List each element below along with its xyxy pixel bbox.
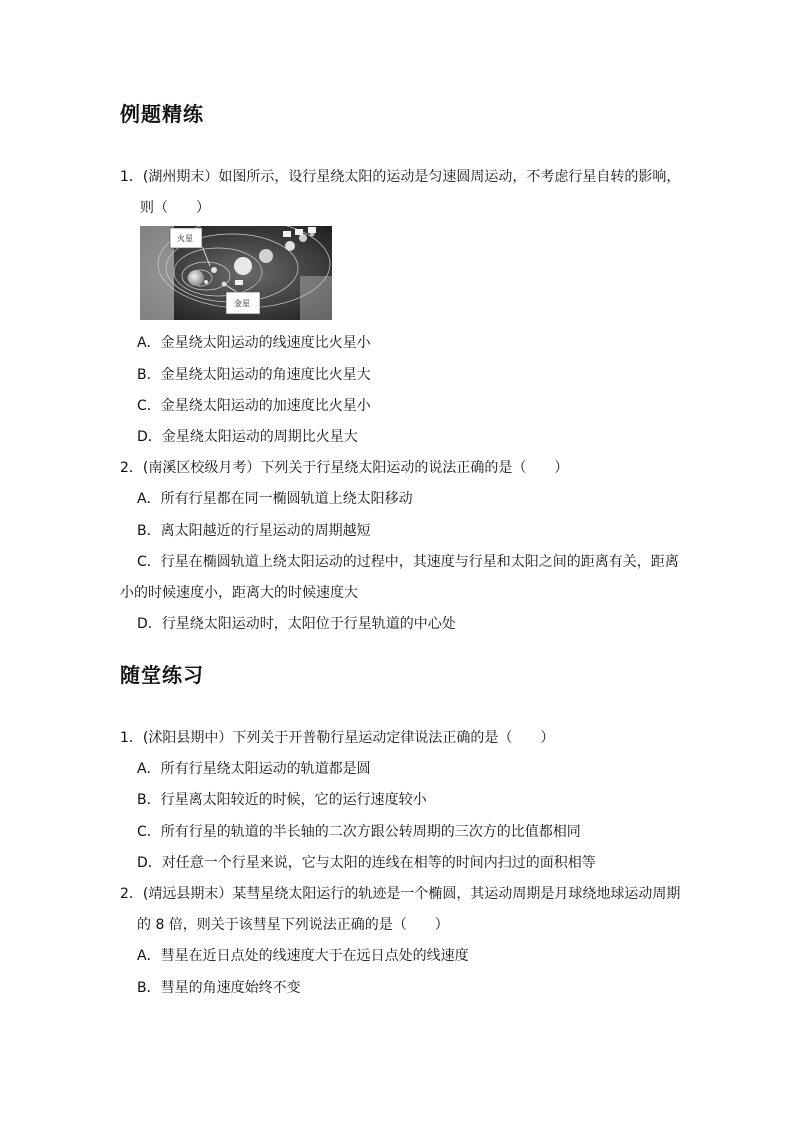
practice-2-stem-line-2: 的 8 倍，则关于该彗星下列说法正确的是（ ） [137, 917, 449, 933]
practice-2-stem-line-1: 2．(靖远县期末）某彗星绕太阳运行的轨迹是一个椭圆，其运动周期是月球绕地球运动周期 [120, 886, 681, 902]
practice-1-option-c: C．所有行星的轨道的半长轴的二次方跟公转周期的三次方的比值都相同 [137, 824, 581, 840]
figure-label-mars: 火星 [177, 234, 193, 243]
question-1-stem-line-2: 则（ ） [140, 200, 210, 216]
question-2-option-c-line-2: 小的时候速度小，距离大的时候速度大 [120, 585, 358, 601]
question-1-option-d: D．金星绕太阳运动的周期比火星大 [137, 429, 358, 445]
question-1-option-c: C．金星绕太阳运动的加速度比火星小 [137, 398, 371, 414]
question-1-option-b: B．金星绕太阳运动的角速度比火星大 [137, 367, 371, 383]
question-2-option-a: A．所有行星都在同一椭圆轨道上绕太阳移动 [137, 491, 413, 507]
section-title-practice: 随堂练习 [120, 663, 204, 687]
practice-2-option-b: B．彗星的角速度始终不变 [137, 980, 301, 996]
solar-system-figure [140, 226, 332, 320]
question-2-option-c-line-1: C．行星在椭圆轨道上绕太阳运动的过程中，其速度与行星和太阳之间的距离有关，距离 [137, 554, 679, 570]
question-2-option-d: D．行星绕太阳运动时，太阳位于行星轨道的中心处 [137, 616, 456, 632]
question-2-option-b: B．离太阳越近的行星运动的周期越短 [137, 523, 371, 539]
question-2-stem: 2．(南溪区校级月考）下列关于行星绕太阳运动的说法正确的是（ ） [120, 460, 569, 476]
practice-1-option-a: A．所有行星绕太阳运动的轨道都是圆 [137, 761, 371, 777]
practice-2-option-a: A．彗星在近日点处的线速度大于在远日点处的线速度 [137, 948, 469, 964]
section-title-examples: 例题精练 [120, 102, 204, 126]
practice-1-option-b: B．行星离太阳较近的时候，它的运行速度较小 [137, 792, 427, 808]
practice-1-option-d: D．对任意一个行星来说，它与太阳的连线在相等的时间内扫过的面积相等 [137, 855, 596, 871]
figure-label-venus: 金星 [234, 299, 250, 308]
question-1-option-a: A．金星绕太阳运动的线速度比火星小 [137, 335, 371, 351]
question-1-stem-line-1: 1．(湖州期末）如图所示，设行星绕太阳的运动是匀速圆周运动，不考虑行星自转的影响， [120, 169, 681, 185]
practice-1-stem: 1．(沭阳县期中）下列关于开普勒行星运动定律说法正确的是（ ） [120, 730, 555, 746]
